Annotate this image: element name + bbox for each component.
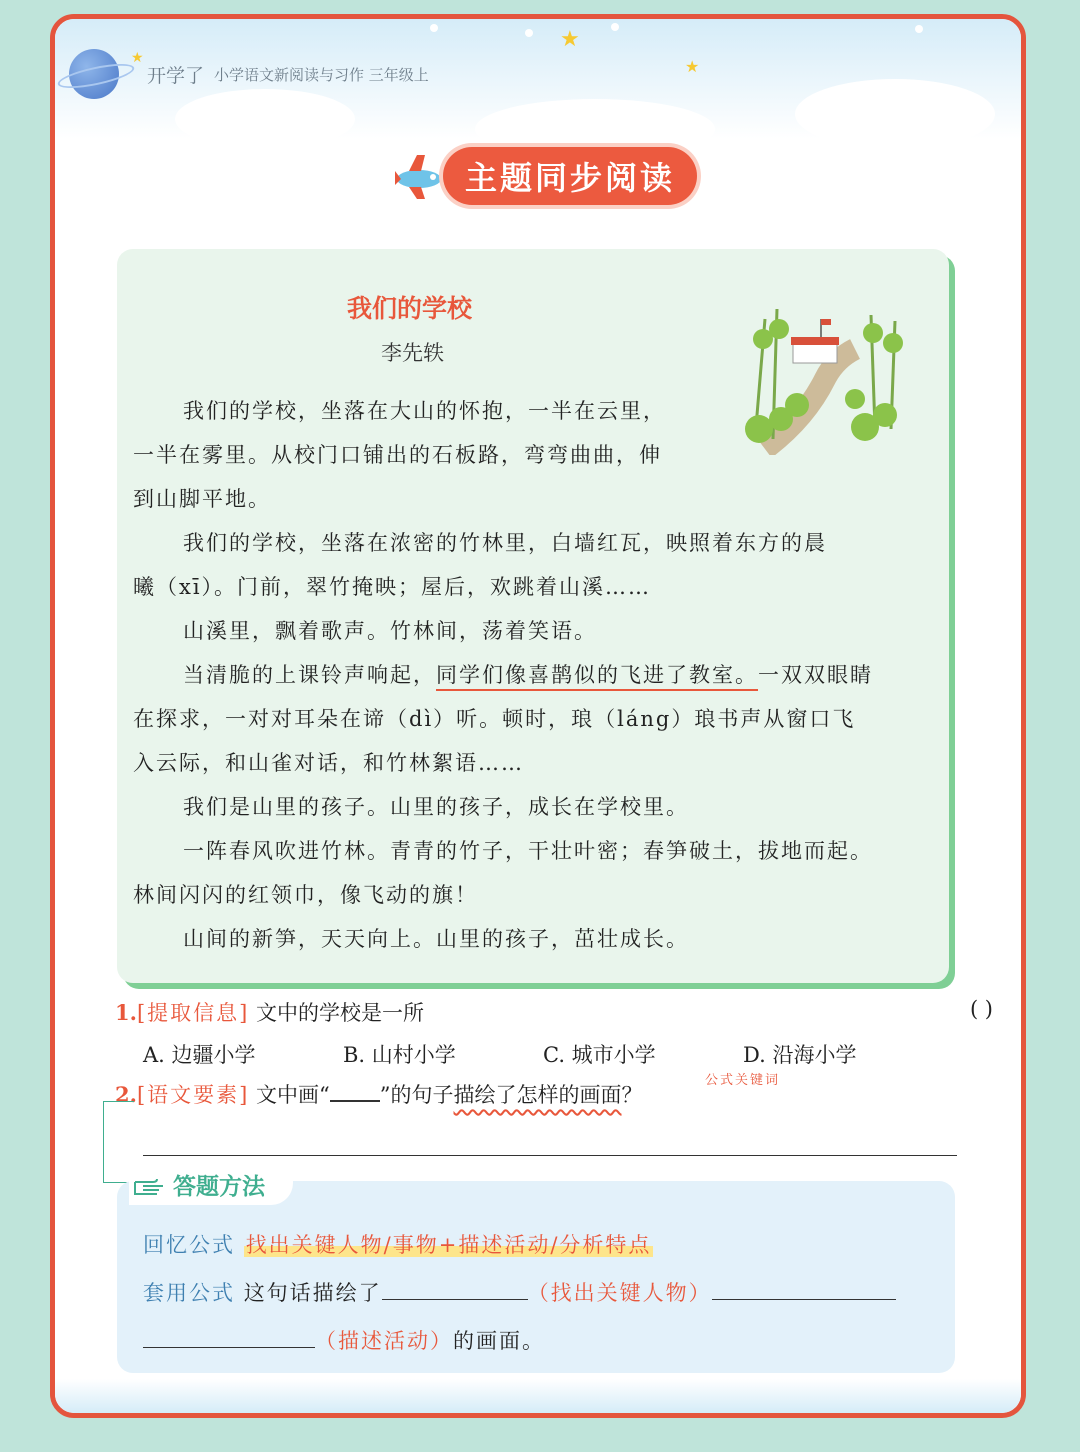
page-frame [50, 14, 1026, 1418]
formula-keyword: 描绘了怎样的画面 [453, 1083, 622, 1107]
option-d[interactable]: D. 沿海小学 [743, 1043, 857, 1067]
underlined-sentence: 同学们像喜鹊似的飞进了教室。 [436, 663, 758, 691]
paragraph-7: 山间的新笋，天天向上。山里的孩子，茁壮成长。 [183, 927, 689, 951]
bottom-sky-decoration [55, 1379, 1021, 1413]
questions-section [115, 997, 993, 1109]
book-subtitle: 小学语文新阅读与习作 三年级上 [214, 65, 429, 84]
paragraph-5: 我们是山里的孩子。山里的孩子，成长在学校里。 [183, 795, 689, 819]
paragraph-4: 当清脆的上课铃声响起，同学们像喜鹊似的飞进了教室。一双双眼睛 在探求，一对对耳朵在谛（dì）听。顿时，琅（láng）琅书声从窗口飞 入云际，和山雀对话，和竹林絮语…… [133, 663, 873, 775]
planet-icon [69, 49, 119, 99]
blank-continuation[interactable] [712, 1299, 896, 1300]
keyword-gloss: 公式关键词 [705, 1073, 781, 1088]
star-icon: ★ [131, 50, 144, 66]
paragraph-2: 我们的学校，坐落在浓密的竹林里，白墙红瓦，映照着东方的晨 曦（xī）。门前，翠竹掩映；屋后，欢跳着山溪…… [133, 531, 827, 599]
article-title: 我们的学校 [347, 294, 473, 323]
option-b[interactable]: B. 山村小学 [343, 1043, 456, 1067]
school-bamboo-illustration [735, 309, 911, 455]
section-title: 主题同步阅读 [443, 147, 697, 205]
underline-symbol [330, 1100, 380, 1102]
reading-article [117, 249, 949, 983]
question-2: 2.[语文要素] 文中画“ ”的句子描绘了怎样的画面？ 公式关键词 [115, 1079, 975, 1109]
paragraph-3: 山溪里，飘着歌声。竹林间，荡着笑语。 [183, 619, 597, 643]
paragraph-1: 我们的学校，坐落在大山的怀抱，一半在云里， 一半在雾里。从校门口铺出的石板路，弯弯曲曲，伸 到山脚平地。 [133, 399, 666, 511]
blank-key-person[interactable] [382, 1299, 528, 1300]
recall-formula: 找出关键人物/事物+描述活动/分析特点 [245, 1233, 652, 1257]
option-a[interactable]: A. 边疆小学 [143, 1043, 256, 1067]
blank-activity[interactable] [143, 1347, 315, 1348]
option-c[interactable]: C. 城市小学 [543, 1043, 656, 1067]
star-icon: ★ [560, 27, 580, 52]
series-name: 开学了 [147, 64, 205, 87]
answer-method-tab: 答题方法 [129, 1163, 293, 1205]
page-header [69, 49, 429, 99]
article-author: 李先轶 [381, 341, 444, 365]
star-icon: ★ [685, 57, 700, 76]
apply-formula-row-2: （描述活动）的画面。 [143, 1325, 545, 1355]
answer-line[interactable] [143, 1155, 957, 1156]
pointing-hand-icon [133, 1172, 167, 1196]
paragraph-6: 一阵春风吹进竹林。青青的竹子，干壮叶密；春笋破土，拔地而起。 林间闪闪的红领巾，像飞动的旗！ [133, 839, 873, 907]
airplane-icon [387, 151, 447, 201]
recall-formula-row: 回忆公式 找出关键人物/事物+描述活动/分析特点 [143, 1233, 652, 1257]
question-1-options [115, 1039, 975, 1069]
section-banner [387, 147, 697, 205]
answer-parentheses[interactable]: ( ) [969, 997, 993, 1021]
question-1: 1.[提取信息] 文中的学校是一所 ( ) [115, 997, 993, 1025]
apply-formula-row: 套用公式 这句话描绘了 （找出关键人物） [143, 1277, 896, 1307]
